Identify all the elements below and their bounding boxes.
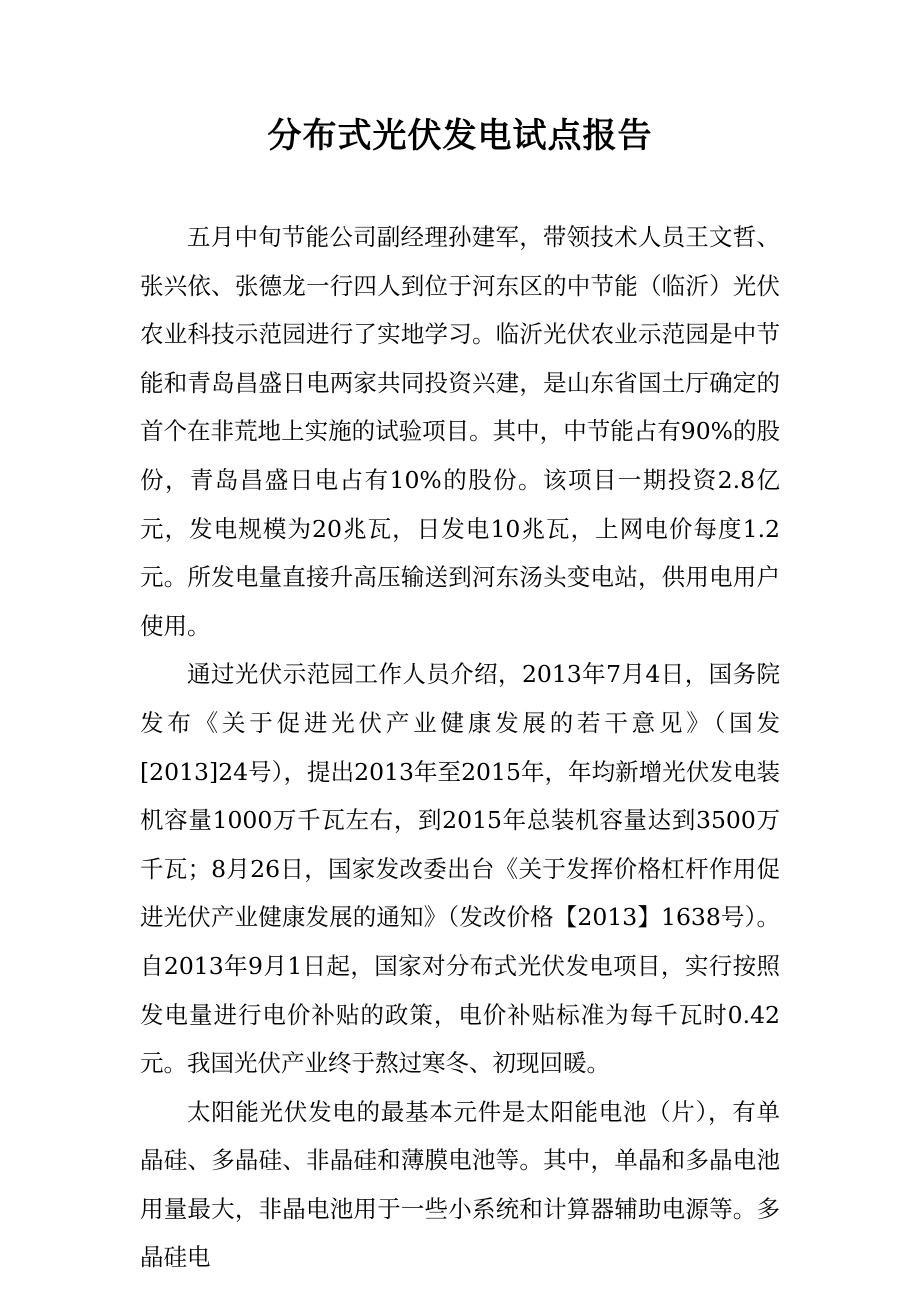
- paragraph-1: 五月中旬节能公司副经理孙建军，带领技术人员王文哲、张兴依、张德龙一行四人到位于河东区的中节能（临沂）光伏农业科技示范园进行了实地学习。临沂光伏农业示范园是中节能和青岛昌盛日电两家共同投资兴建，是山东省国土厅确定的首个在非荒地上实施的试验项目。其中，中节能占有90%的股份，青岛昌盛日电占有10%的股份。该项目一期投资2.8亿元，发电规模为20兆瓦，日发电10兆瓦，上网电价每度1.2元。所发电量直接升高压输送到河东汤头变电站，供用电用户使用。: [140, 223, 780, 640]
- paragraph-3: 太阳能光伏发电的最基本元件是太阳能电池（片），有单晶硅、多晶硅、非晶硅和薄膜电池等。其中，单晶和多晶电池用量最大，非晶电池用于一些小系统和计算器辅助电源等。多晶硅电: [140, 1097, 780, 1272]
- paragraph-2: 通过光伏示范园工作人员介绍，2013年7月4日，国务院发布《关于促进光伏产业健康发展的若干意见》（国发[2013]24号），提出2013年至2015年，年均新增光伏发电装机容量1000万千瓦左右，到2015年总装机容量达到3500万千瓦；8月26日，国家发改委出台《关于发挥价格杠杆作用促进光伏产业健康发展的通知》（发改价格【2013】1638号）。自2013年9月1日起，国家对分布式光伏发电项目，实行按照发电量进行电价补贴的政策，电价补贴标准为每千瓦时0.42元。我国光伏产业终于熬过寒冬、初现回暖。: [140, 660, 780, 1078]
- document-title: 分布式光伏发电试点报告: [267, 116, 653, 156]
- document-body: [140, 213, 780, 1282]
